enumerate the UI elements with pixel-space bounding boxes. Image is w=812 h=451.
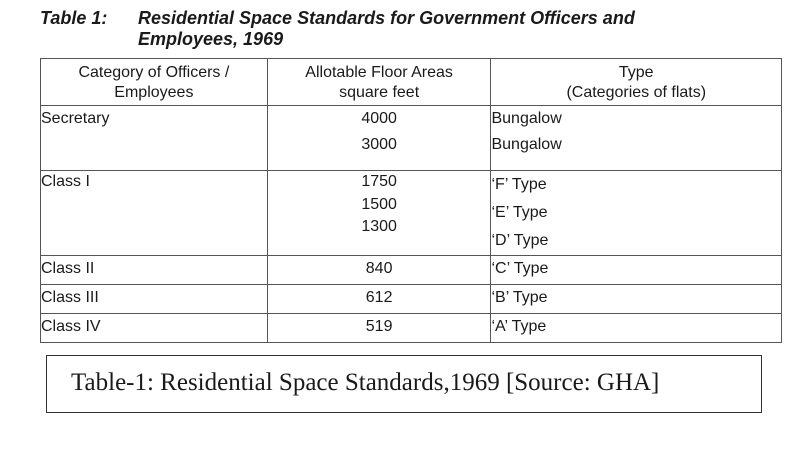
floor-area-value: 3000 — [361, 136, 397, 153]
table-row — [41, 106, 782, 171]
category-cell — [41, 171, 268, 256]
type-value: Bungalow — [491, 110, 562, 127]
header-category-line-2: Employees — [114, 84, 194, 101]
table-row — [41, 314, 782, 343]
table-heading — [40, 8, 800, 50]
header-category-line-1: Category of Officers / — [78, 64, 230, 81]
category-cell — [41, 106, 268, 171]
type-value: ‘D’ Type — [491, 232, 549, 249]
type-cell: ‘B’ Type — [491, 285, 782, 314]
header-floor-area — [267, 59, 491, 106]
table-caption: Table-1: Residential Space Standards,1969 [Source: GHA] — [71, 369, 660, 396]
residential-space-standards-table — [40, 58, 782, 343]
type-cell: ‘A’ Type — [491, 314, 782, 343]
header-floor-area-line-1: Allotable Floor Areas — [305, 64, 453, 81]
table-row — [41, 256, 782, 285]
category-text: Secretary — [41, 110, 110, 127]
header-floor-area-line-2: square feet — [339, 84, 420, 101]
floor-area-cell: 519 — [267, 314, 491, 343]
category-cell: Class III — [41, 285, 268, 314]
floor-area-cell — [267, 106, 491, 171]
category-cell: Class II — [41, 256, 268, 285]
table-row — [41, 171, 782, 256]
table-row — [41, 285, 782, 314]
floor-area-cell — [267, 171, 491, 256]
type-cell — [491, 106, 782, 171]
floor-area-cell: 840 — [267, 256, 491, 285]
table-title-line-1: Residential Space Standards for Government Officers and — [138, 8, 635, 28]
floor-area-value: 1300 — [361, 218, 397, 235]
floor-area-cell: 612 — [267, 285, 491, 314]
table-title-line-2: Employees, 1969 — [138, 29, 284, 49]
caption-box — [46, 355, 762, 413]
type-value: ‘F’ Type — [491, 176, 547, 193]
type-value: ‘E’ Type — [491, 204, 548, 221]
header-type-line-1: Type — [618, 64, 654, 81]
header-type — [491, 59, 782, 106]
header-row — [41, 59, 782, 106]
floor-area-value: 1500 — [361, 195, 397, 213]
header-category — [41, 59, 268, 106]
category-cell: Class IV — [41, 314, 268, 343]
type-value: Bungalow — [491, 136, 562, 153]
type-cell — [491, 171, 782, 256]
floor-area-value: 1750 — [361, 173, 397, 190]
table-number-label: Table 1: — [40, 8, 108, 28]
type-cell: ‘C’ Type — [491, 256, 782, 285]
header-type-line-2: (Categories of flats) — [566, 84, 707, 101]
floor-area-value: 4000 — [361, 110, 397, 127]
category-text: Class I — [41, 173, 90, 190]
heading-line-1 — [40, 8, 800, 29]
